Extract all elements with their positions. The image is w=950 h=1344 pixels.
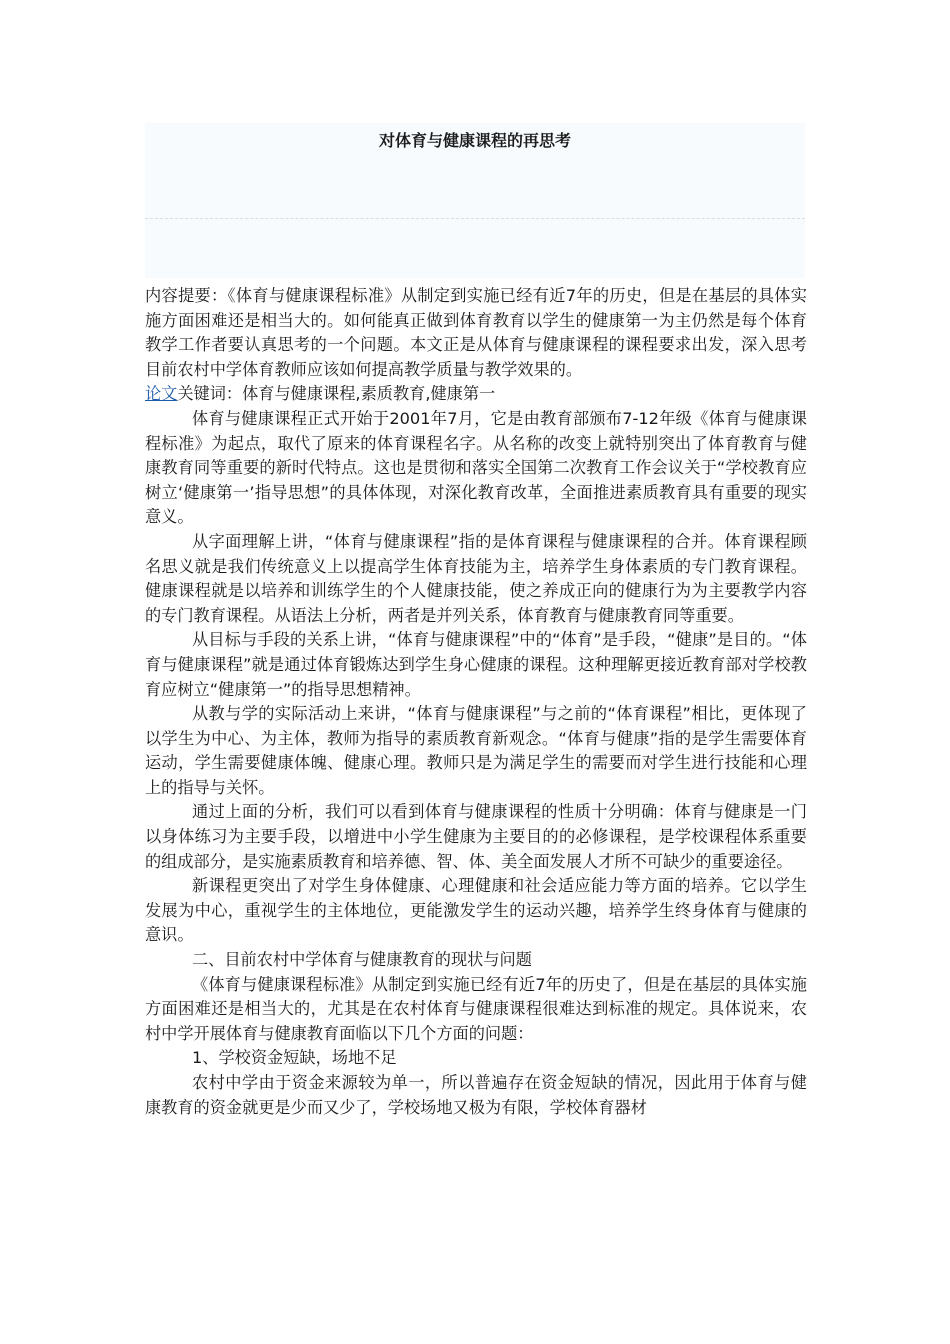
paper-link[interactable]: 论文	[145, 384, 178, 404]
title-banner	[145, 123, 805, 278]
article-body	[145, 284, 807, 1120]
paragraph-8: 农村中学由于资金来源较为单一，所以普遍存在资金短缺的情况，因此用于体育与健康教育的资金就更是少而又少了，学校场地又极为有限，学校体育器材	[145, 1073, 807, 1117]
keywords-text: 关键词：体育与健康课程,素质教育,健康第一	[177, 384, 496, 404]
paragraph-6: 新课程更突出了对学生身体健康、心理健康和社会适应能力等方面的培养。它以学生发展为中心，重视学生的主体地位，更能激发学生的运动兴趣，培养学生终身体育与健康的意识。	[145, 876, 807, 945]
paragraph-2: 从字面理解上讲，“体育与健康课程”指的是体育课程与健康课程的合并。体育课程顾名思义就是我们传统意义上以提高学生体育技能为主，培养学生身体素质的专门教育课程。健康课程就是以培养和训练学生的个人健康技能，使之养成正向的健康行为为主要教学内容的专门教育课程。从语法上分析，两者是并列关系，体育教育与健康教育同等重要。	[145, 531, 807, 625]
paragraph-3: 从目标与手段的关系上讲，“体育与健康课程”中的“体育”是手段，“健康”是目的。“体育与健康课程”就是通过体育锻炼达到学生身心健康的课程。这种理解更接近教育部对学校教育应树立“健康第一”的指导思想精神。	[145, 630, 807, 699]
dashed-divider	[145, 218, 805, 219]
paragraph-7: 《体育与健康课程标准》从制定到实施已经有近7年的历史了，但是在基层的具体实施方面困难还是相当大的，尤其是在农村体育与健康课程很难达到标准的规定。具体说来，农村中学开展体育与健康教育面临以下几个方面的问题：	[145, 974, 807, 1043]
subsection-heading: 1、学校资金短缺，场地不足	[191, 1048, 397, 1068]
keywords-line	[145, 382, 807, 407]
section-heading: 二、目前农村中学体育与健康教育的现状与问题	[191, 950, 532, 970]
abstract-paragraph: 内容提要：《体育与健康课程标准》从制定到实施已经有近7年的历史，但是在基层的具体实施方面困难还是相当大的。如何能真正做到体育教育以学生的健康第一为主仍然是每个体育教学工作者要认真思考的一个问题。本文正是从体育与健康课程的课程要求出发，深入思考目前农村中学体育教师应该如何提高教学质量与教学效果的。	[145, 286, 807, 379]
paragraph-4: 从教与学的实际活动上来讲，“体育与健康课程”与之前的“体育课程”相比，更体现了以学生为中心、为主体，教师为指导的素质教育新观念。“体育与健康”指的是学生需要体育运动，学生需要健康体魄、健康心理。教师只是为满足学生的需要而对学生进行技能和心理上的指导与关怀。	[145, 704, 807, 797]
paragraph-1: 体育与健康课程正式开始于2001年7月，它是由教育部颁布7-12年级《体育与健康课程标准》为起点，取代了原来的体育课程名字。从名称的改变上就特别突出了体育教育与健康教育同等重要的新时代特点。这也是贯彻和落实全国第二次教育工作会议关于“学校教育应树立‘健康第一’指导思想”的具体体现，对深化教育改革，全面推进素质教育具有重要的现实意义。	[145, 408, 807, 527]
document-title: 对体育与健康课程的再思考	[378, 131, 571, 150]
paragraph-5: 通过上面的分析，我们可以看到体育与健康课程的性质十分明确：体育与健康是一门以身体练习为主要手段，以增进中小学生健康为主要目的的必修课程，是学校课程体系重要的组成部分，是实施素质教育和培养德、智、体、美全面发展人才所不可缺少的重要途径。	[145, 802, 807, 871]
